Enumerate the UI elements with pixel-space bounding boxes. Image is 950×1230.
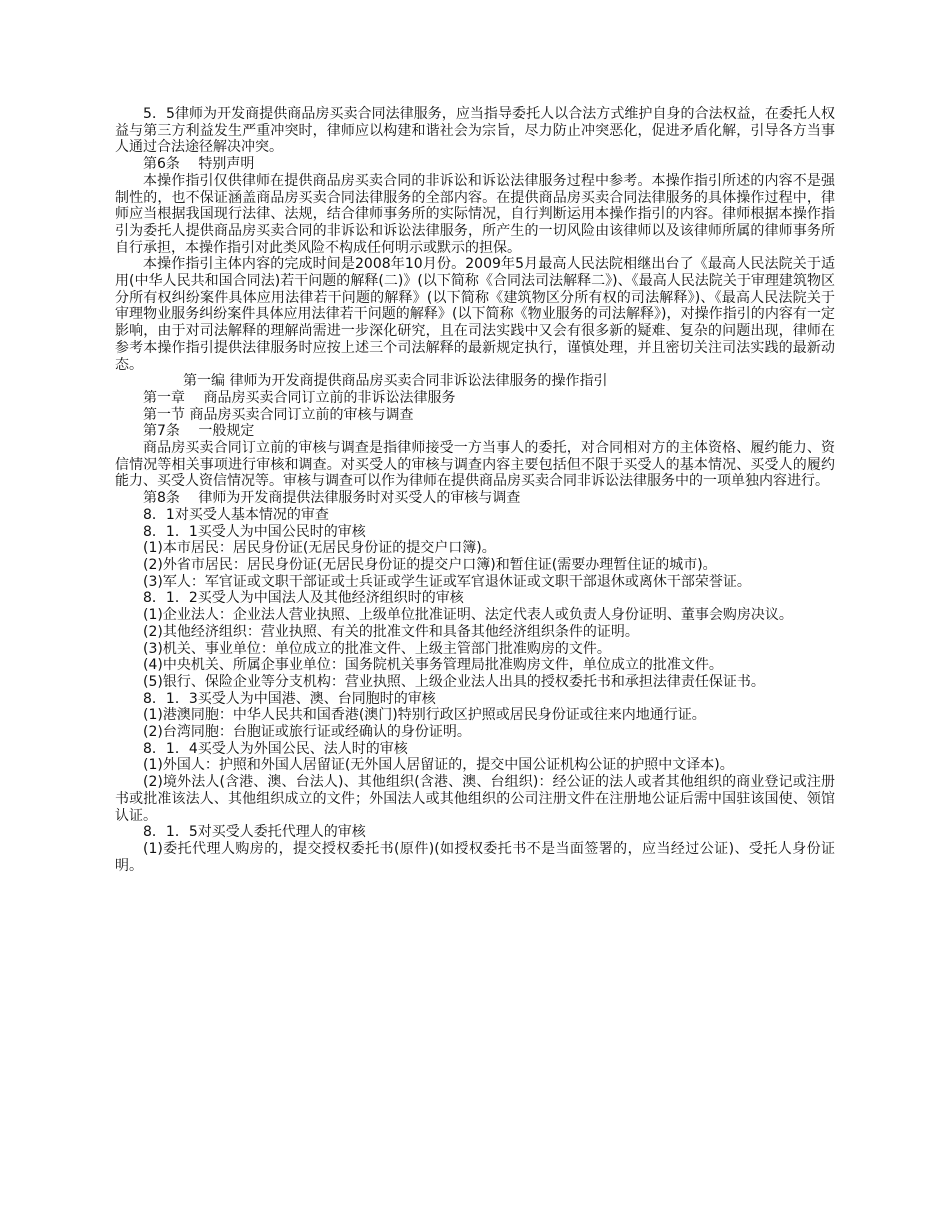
item-8-1-5: 8．1．5对买受人委托代理人的审核 [143, 824, 366, 841]
list-item: (1)本市居民：居民身份证(无居民身份证的提交户口簿)。 [143, 540, 496, 557]
list-item: (1)委托代理人购房的，提交授权委托书(原件)(如授权委托书不是当面签署的，应当经过公证)、受托人身份证明。 [115, 840, 835, 874]
list-item: (1)企业法人：企业法人营业执照、上级单位批准证明、法定代表人或负责人身份证明、董事会购房决议。 [143, 607, 793, 624]
list-item: (2)其他经济组织：营业执照、有关的批准文件和具备其他经济组织条件的证明。 [143, 623, 639, 640]
list-item: (2)台湾同胞：台胞证或旅行证或经确认的身份证明。 [143, 724, 471, 741]
article-6-heading: 第6条 特别声明 [143, 156, 255, 173]
list-item: (4)中央机关、所属企事业单位：国务院机关事务管理局批准购房文件，单位成立的批准文件。 [143, 657, 723, 674]
list-item: (3)机关、事业单位：单位成立的批准文件、上级主管部门批准购房的文件。 [143, 640, 611, 657]
paragraph-general-rules: 商品房买卖合同订立前的审核与调查是指律师接受一方当事人的委托，对合同相对方的主体资格、履约能力、资信情况等相关事项进行审核和调查。对买受人的审核与调查内容主要包括但不限于买受人的基本情况、买受人的履约能力、买受人资信情况等。审核与调查可以作为律师在提供商品房买卖合同非诉讼法律服务中的一项单独内容进行。 [115, 440, 835, 490]
article-7-heading: 第7条 一般规定 [143, 423, 255, 440]
list-item: (2)外省市居民：居民身份证(无居民身份证的提交户口簿)和暂住证(需要办理暂住证的城市)。 [143, 556, 717, 573]
list-item: (5)银行、保险企业等分支机构：营业执照、上级企业法人出具的授权委托书和承担法律责任保证书。 [143, 673, 765, 690]
item-8-1-4: 8．1．4买受人为外国公民、法人时的审核 [143, 740, 408, 757]
item-8-1-2: 8．1．2买受人为中国法人及其他经济组织时的审核 [143, 590, 464, 607]
chapter-1-heading: 第一章 商品房买卖合同订立前的非诉讼法律服务 [143, 389, 456, 406]
item-8-1-1: 8．1．1买受人为中国公民时的审核 [143, 523, 366, 540]
list-item: (3)军人：军官证或文职干部证或士兵证或学生证或军官退休证或文职干部退休或离休干部荣誉证。 [143, 573, 751, 590]
part-1-heading: 第一编 律师为开发商提供商品房买卖合同非诉讼法律服务的操作指引 [183, 373, 608, 390]
list-item: (1)外国人：护照和外国人居留证(无外国人居留证的，提交中国公证机构公证的护照中文译本)。 [143, 757, 734, 774]
paragraph-special-statement: 本操作指引仅供律师在提供商品房买卖合同的非诉讼和诉讼法律服务过程中参考。本操作指引所述的内容不是强制性的，也不保证涵盖商品房买卖合同法律服务的全部内容。在提供商品房买卖合同法律服务的具体操作过程中，律师应当根据我国现行法律、法规，结合律师事务所的实际情况，自行判断运用本操作指引的内容。律师根据本操作指引为委托人提供商品房买卖合同的非诉讼和诉讼法律服务，所产生的一切风险由该律师以及该律师所属的律师事务所自行承担，本操作指引对此类风险不构成任何明示或默示的担保。 [115, 172, 835, 256]
article-8-heading: 第8条 律师为开发商提供法律服务时对买受人的审核与调查 [143, 490, 521, 507]
paragraph-5-5: 5．5律师为开发商提供商品房买卖合同法律服务，应当指导委托人以合法方式维护自身的合法权益，在委托人权益与第三方利益发生严重冲突时，律师应以构建和谐社会为宗旨，尽力防止冲突恶化，促进矛盾化解，引导各方当事人通过合法途径解决冲突。 [115, 106, 835, 156]
item-8-1-3: 8．1．3买受人为中国港、澳、台同胞时的审核 [143, 690, 436, 707]
paragraph-completion-time: 本操作指引主体内容的完成时间是2008年10月份。2009年5月最高人民法院相继出台了《最高人民法院关于适用(中华人民共和国合同法)若干问题的解释(二)》(以下简称《合同法司法解释二》)、《最高人民法院关于审理建筑物区分所有权纠纷案件具体应用法律若干问题的解释》(以下简称《建筑物区分所有权的司法解释》)、《最高人民法院关于审理物业服务纠纷案件具体应用法律若干问题的解释》(以下简称《物业服务的司法解释》)，对操作指引的内容有一定影响，由于对司法解释的理解尚需进一步深化研究，且在司法实践中又会有很多新的疑难、复杂的问题出现，律师在参考本操作指引提供法律服务时应按上述三个司法解释的最新规定执行，谨慎处理，并且密切关注司法实践的最新动态。 [115, 256, 835, 373]
list-item: (2)境外法人(含港、澳、台法人)、其他组织(含港、澳、台组织)：经公证的法人或者其他组织的商业登记或注册书或批准该法人、其他组织成立的文件；外国法人或其他组织的公司注册文件在注册地公证后需中国驻该国使、领馆认证。 [115, 774, 835, 824]
list-item: (1)港澳同胞：中华人民共和国香港(澳门)特别行政区护照或居民身份证或往来内地通行证。 [143, 707, 706, 724]
section-1-heading: 第一节 商品房买卖合同订立前的审核与调查 [143, 406, 414, 423]
item-8-1: 8．1对买受人基本情况的审查 [143, 506, 329, 523]
document-body [115, 106, 835, 874]
